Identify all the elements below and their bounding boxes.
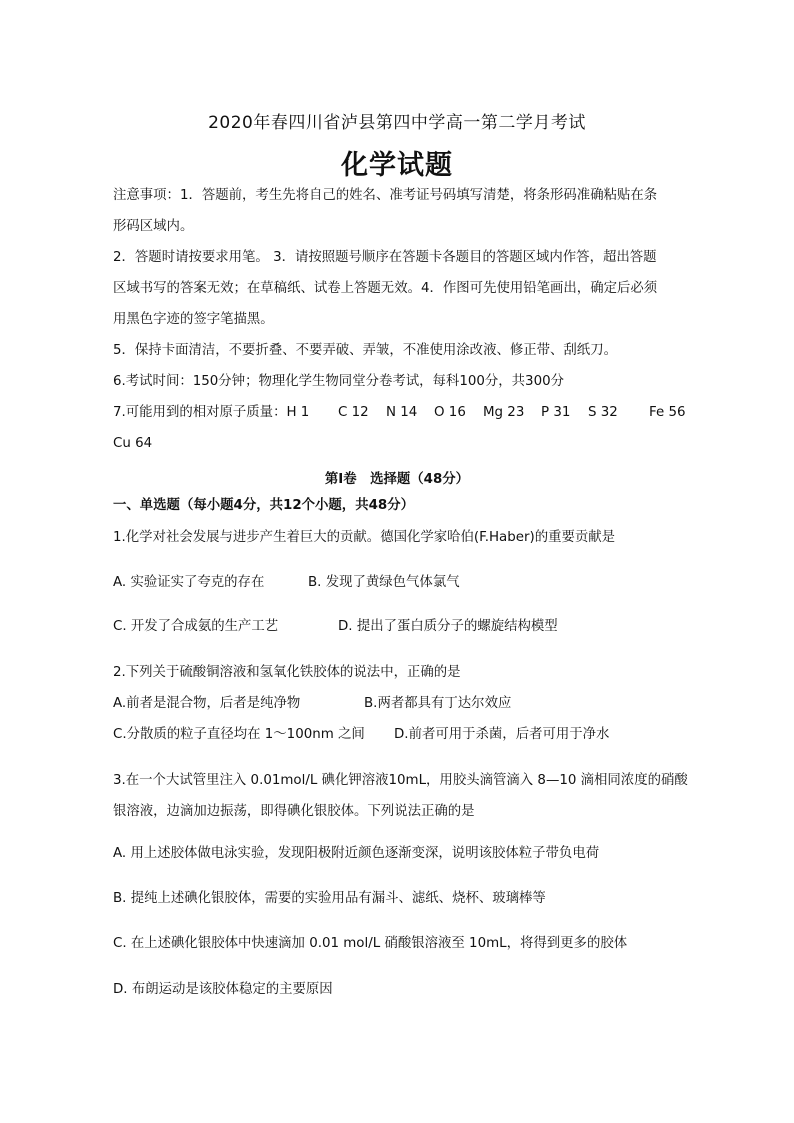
notes-line-9: Cu 64 bbox=[113, 436, 153, 451]
notes-line-3: 2．答题时请按要求用笔。 3．请按照题号顺序在答题卡各题目的答题区域内作答，超出答题 bbox=[113, 250, 657, 265]
q1-option-b: B. 发现了黄绿色气体氯气 bbox=[308, 575, 460, 590]
atomic-mass-label: 7.可能用到的相对原子质量：H 1 bbox=[113, 405, 310, 420]
q2-option-b: B.两者都具有丁达尔效应 bbox=[364, 696, 512, 711]
q3-option-b: B. 提纯上述碘化银胶体，需要的实验用品有漏斗、滤纸、烧杯、玻璃棒等 bbox=[113, 891, 546, 906]
atomic-mass-c: C 12 bbox=[338, 405, 369, 420]
q3-stem-line-2: 银溶液，边滴加边振荡，即得碘化银胶体。下列说法正确的是 bbox=[113, 804, 475, 819]
q1-stem: 1.化学对社会发展与进步产生着巨大的贡献。德国化学家哈伯(F.Haber)的重要贡献是 bbox=[113, 530, 616, 545]
notes-line-6: 5．保持卡面清洁，不要折叠、不要弄破、弄皱，不准使用涂改液、修正带、刮纸刀。 bbox=[113, 343, 617, 358]
notes-line-5: 用黑色字迹的签字笔描黑。 bbox=[113, 312, 274, 327]
q3-option-c: C. 在上述碘化银胶体中快速滴加 0.01 mol/L 硝酸银溶液至 10mL，将得到更多的胶体 bbox=[113, 936, 628, 951]
notes-line-2: 形码区域内。 bbox=[113, 219, 194, 234]
q1-option-c: C. 开发了合成氨的生产工艺 bbox=[113, 619, 279, 634]
part-heading: 一、单选题（每小题4分，共12个小题，共48分） bbox=[113, 498, 415, 513]
q2-stem: 2.下列关于硫酸铜溶液和氢氧化铁胶体的说法中，正确的是 bbox=[113, 665, 461, 680]
q1-option-d: D. 提出了蛋白质分子的螺旋结构模型 bbox=[338, 619, 558, 634]
q1-option-a: A. 实验证实了夸克的存在 bbox=[113, 575, 265, 590]
notes-line-1: 注意事项：1．答题前，考生先将自己的姓名、准考证号码填写清楚，将条形码准确粘贴在条 bbox=[113, 188, 658, 203]
atomic-mass-n: N 14 bbox=[386, 405, 418, 420]
q3-option-d: D. 布朗运动是该胶体稳定的主要原因 bbox=[113, 982, 333, 997]
atomic-mass-s: S 32 bbox=[588, 405, 618, 420]
subject-title: 化学试题 bbox=[341, 150, 453, 181]
q3-stem-line-1: 3.在一个大试管里注入 0.01mol/L 碘化钾溶液10mL，用胶头滴管滴入 8—10 滴相同浓度的硝酸 bbox=[113, 773, 688, 788]
atomic-mass-p: P 31 bbox=[541, 405, 571, 420]
exam-title: 2020年春四川省泸县第四中学高一第二学月考试 bbox=[208, 113, 586, 133]
notes-line-7: 6.考试时间：150分钟；物理化学生物同堂分卷考试，每科100分，共300分 bbox=[113, 374, 564, 389]
atomic-mass-mg: Mg 23 bbox=[483, 405, 525, 420]
q2-option-a: A.前者是混合物，后者是纯净物 bbox=[113, 696, 301, 711]
atomic-mass-fe: Fe 56 bbox=[649, 405, 686, 420]
q2-option-d: D.前者可用于杀菌，后者可用于净水 bbox=[394, 727, 610, 742]
atomic-mass-o: O 16 bbox=[434, 405, 466, 420]
q2-option-c: C.分散质的粒子直径均在 1～100nm 之间 bbox=[113, 727, 365, 742]
q3-option-a: A. 用上述胶体做电泳实验，发现阳极附近颜色逐渐变深，说明该胶体粒子带负电荷 bbox=[113, 846, 600, 861]
notes-line-4: 区域书写的答案无效；在草稿纸、试卷上答题无效。4．作图可先使用铅笔画出，确定后必须 bbox=[113, 281, 658, 296]
section-title: 第Ⅰ卷 选择题（48分） bbox=[324, 472, 470, 487]
